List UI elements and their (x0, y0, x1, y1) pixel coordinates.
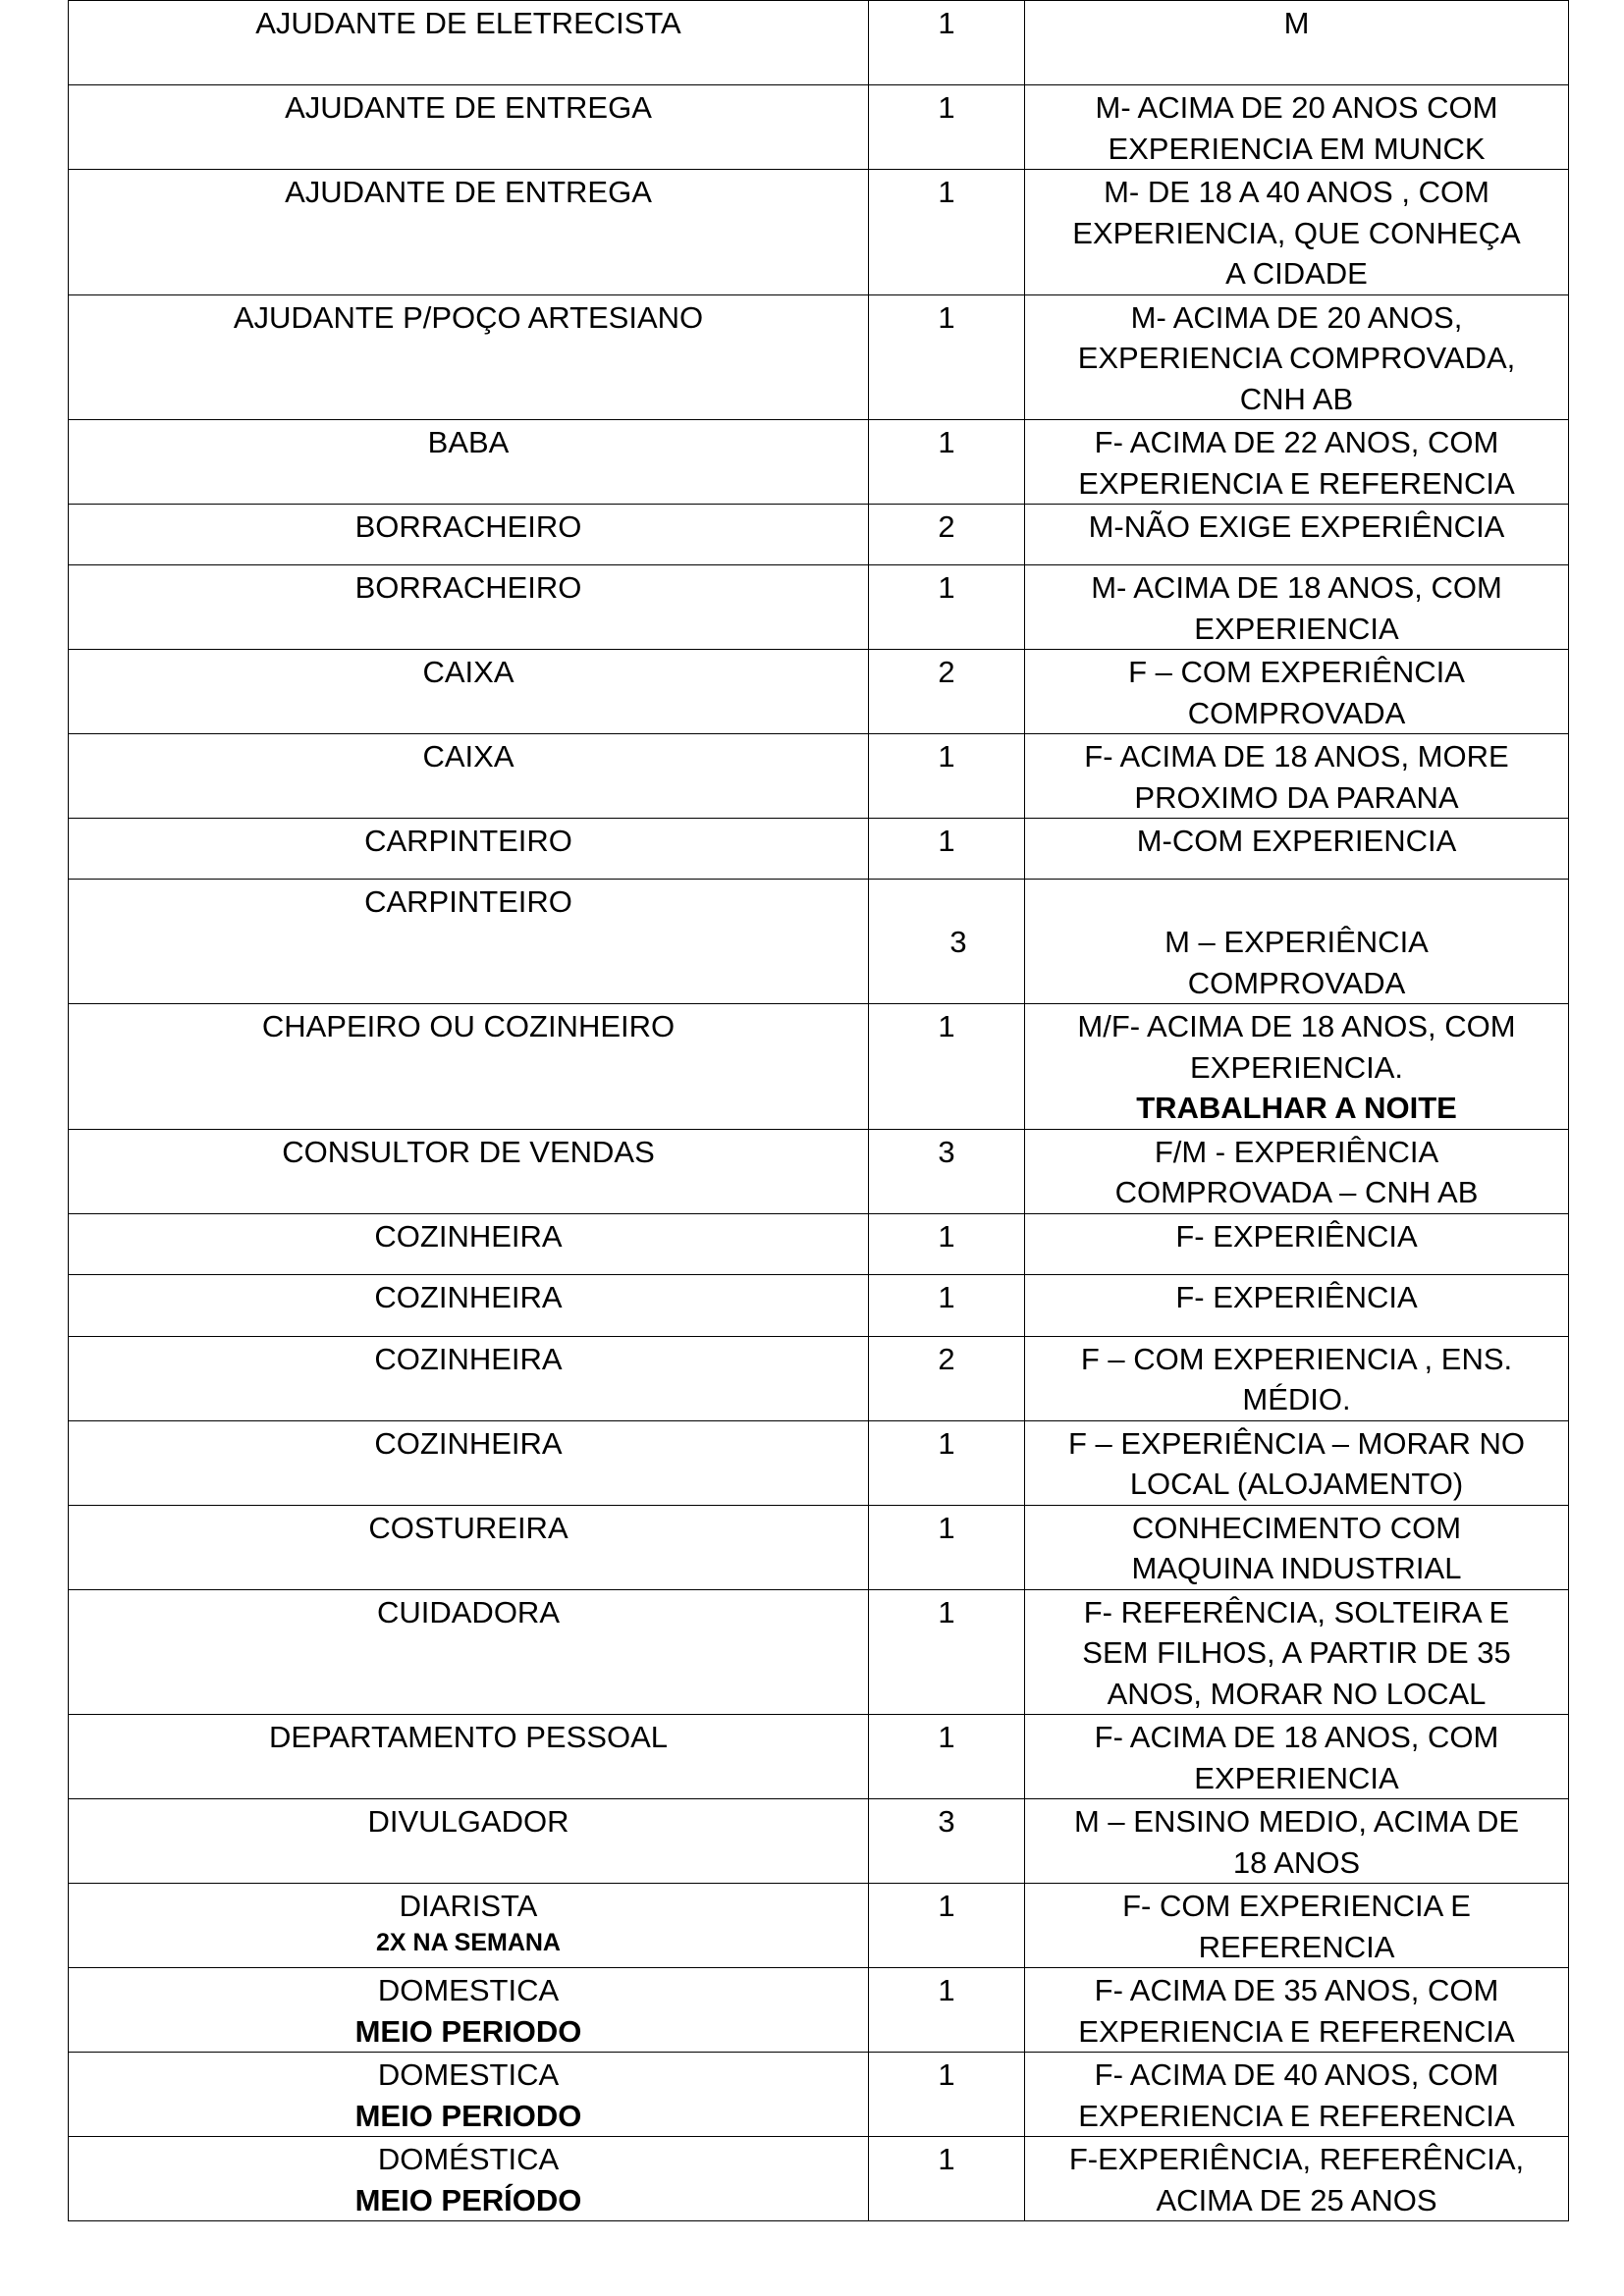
requirements-cell (1025, 734, 1569, 819)
quantity: 1 (938, 1889, 955, 1923)
table-row (69, 1336, 1569, 1420)
table-row (69, 1420, 1569, 1505)
requirement-line: EXPERIENCIA E REFERENCIA (1078, 2013, 1515, 2049)
requirement-line: CONHECIMENTO COM (1131, 1510, 1462, 1545)
job-title-cell (69, 1, 869, 85)
requirements-cell (1025, 1004, 1569, 1130)
job-note: MEIO PERIODO (354, 2013, 582, 2049)
quantity: 1 (938, 570, 955, 605)
job-title-cell (69, 650, 869, 734)
table-row (69, 565, 1569, 650)
quantity-cell (869, 565, 1025, 650)
job-title-cell (69, 1715, 869, 1799)
quantity-cell (869, 2137, 1025, 2221)
requirement-line: F-EXPERIÊNCIA, REFERÊNCIA, (1068, 2142, 1525, 2176)
requirement-line: F- EXPERIÊNCIA (1175, 1218, 1418, 1254)
requirements-cell (1025, 1884, 1569, 1968)
table-row (69, 420, 1569, 505)
job-title-cell (69, 1589, 869, 1715)
quantity: 1 (938, 1594, 955, 1629)
quantity: 3 (938, 1134, 955, 1169)
requirement-line: M-NÃO EXIGE EXPERIÊNCIA (1088, 509, 1505, 544)
job-title: COZINHEIRA (374, 1341, 563, 1376)
job-title: COZINHEIRA (374, 1425, 563, 1461)
quantity: 1 (938, 1720, 955, 1754)
requirement-line: ACIMA DE 25 ANOS (1156, 2182, 1437, 2217)
quantity-cell (869, 1505, 1025, 1589)
job-title: AJUDANTE DE ENTREGA (285, 90, 652, 125)
requirements-cell (1025, 1715, 1569, 1799)
job-title-cell (69, 1968, 869, 2053)
requirement-line: EXPERIENCIA COMPROVADA, (1077, 341, 1516, 375)
table-row (69, 505, 1569, 565)
job-note: MEIO PERÍODO (354, 2182, 582, 2217)
quantity: 1 (938, 1973, 955, 2007)
quantity: 1 (938, 1279, 955, 1314)
requirements-cell (1025, 1505, 1569, 1589)
quantity-cell (869, 1884, 1025, 1968)
requirement-line: F- ACIMA DE 35 ANOS, COM (1094, 1973, 1499, 2007)
requirements-cell (1025, 505, 1569, 565)
job-title: COSTUREIRA (368, 1510, 568, 1545)
requirements-cell (1025, 170, 1569, 295)
table-row (69, 1004, 1569, 1130)
quantity: 1 (938, 824, 955, 858)
job-title: CAIXA (422, 739, 514, 774)
requirements-cell (1025, 1799, 1569, 1884)
job-title: CONSULTOR DE VENDAS (282, 1134, 655, 1169)
job-title-cell (69, 1505, 869, 1589)
quantity-cell (869, 420, 1025, 505)
job-title-cell (69, 2137, 869, 2221)
table-row (69, 2137, 1569, 2221)
requirement-highlight: TRABALHAR A NOITE (1136, 1091, 1457, 1125)
job-title-cell (69, 1884, 869, 1968)
quantity: 2 (938, 655, 955, 689)
job-title: CUIDADORA (376, 1594, 560, 1629)
quantity: 1 (938, 299, 955, 335)
requirements-cell (1025, 1274, 1569, 1336)
job-title: COZINHEIRA (374, 1279, 563, 1314)
job-title-cell (69, 294, 869, 420)
requirement-line: M (1283, 6, 1310, 40)
table-row (69, 1505, 1569, 1589)
requirements-cell (1025, 1589, 1569, 1715)
requirement-line: M- ACIMA DE 20 ANOS, (1130, 299, 1463, 335)
requirements-cell (1025, 294, 1569, 420)
job-title-cell (69, 420, 869, 505)
quantity: 1 (938, 2057, 955, 2092)
job-title-cell (69, 505, 869, 565)
job-title: CARPINTEIRO (364, 884, 572, 919)
requirement-line: F – EXPERIÊNCIA – MORAR NO (1067, 1425, 1526, 1461)
requirement-line: F – COM EXPERIENCIA , ENS. (1080, 1341, 1513, 1376)
quantity-cell (869, 294, 1025, 420)
table-row (69, 2053, 1569, 2137)
requirements-cell (1025, 2137, 1569, 2221)
quantity: 1 (938, 2142, 955, 2176)
requirements-cell (1025, 1336, 1569, 1420)
quantity-cell (869, 1420, 1025, 1505)
table-row (69, 1274, 1569, 1336)
job-title: DOMESTICA (377, 1973, 560, 2007)
quantity: 1 (938, 1510, 955, 1545)
table-row (69, 880, 1569, 1004)
requirement-line: EXPERIENCIA EM MUNCK (1108, 131, 1486, 166)
table-row (69, 650, 1569, 734)
requirement-line: F- COM EXPERIENCIA E (1122, 1889, 1471, 1923)
table-row (69, 170, 1569, 295)
requirement-line: CNH AB (1239, 381, 1354, 416)
requirement-line: EXPERIENCIA (1194, 611, 1399, 646)
job-title-cell (69, 880, 869, 1004)
quantity-cell (869, 85, 1025, 170)
job-title-cell (69, 1274, 869, 1336)
quantity: 2 (938, 1341, 955, 1376)
table-row (69, 1, 1569, 85)
requirement-line: EXPERIENCIA E REFERENCIA (1078, 2098, 1515, 2133)
requirement-line: LOCAL (ALOJAMENTO) (1129, 1467, 1464, 1501)
requirement-line: F- EXPERIÊNCIA (1175, 1279, 1418, 1314)
requirement-line: 18 ANOS (1232, 1844, 1361, 1880)
requirements-cell (1025, 1213, 1569, 1274)
job-title-cell (69, 819, 869, 880)
requirement-line: M – ENSINO MEDIO, ACIMA DE (1073, 1804, 1520, 1839)
job-title: AJUDANTE DE ELETRECISTA (255, 6, 681, 40)
job-note: MEIO PERIODO (354, 2098, 582, 2133)
quantity-cell (869, 1213, 1025, 1274)
requirement-line: M/F- ACIMA DE 18 ANOS, COM (1077, 1009, 1516, 1043)
quantity: 1 (938, 1425, 955, 1461)
job-title: DOMESTICA (377, 2057, 560, 2092)
requirement-line: MAQUINA INDUSTRIAL (1131, 1551, 1462, 1585)
requirement-line: COMPROVADA (1187, 965, 1406, 1000)
quantity-cell (869, 1336, 1025, 1420)
requirement-line: F- REFERÊNCIA, SOLTEIRA E (1083, 1594, 1510, 1629)
requirement-line: REFERENCIA (1198, 1929, 1395, 1964)
requirements-cell (1025, 1129, 1569, 1213)
job-title-cell (69, 2053, 869, 2137)
table-row (69, 1968, 1569, 2053)
job-title-cell (69, 1213, 869, 1274)
requirement-line: M- DE 18 A 40 ANOS , COM (1104, 175, 1489, 209)
requirement-line: COMPROVADA – CNH AB (1114, 1175, 1479, 1209)
quantity-cell (869, 1, 1025, 85)
requirement-line: F- ACIMA DE 18 ANOS, COM (1094, 1720, 1499, 1754)
quantity: 1 (938, 6, 955, 40)
quantity-cell (869, 1129, 1025, 1213)
requirement-line: ANOS, MORAR NO LOCAL (1107, 1676, 1487, 1711)
quantity: 2 (938, 509, 955, 544)
requirements-cell (1025, 420, 1569, 505)
job-title: BORRACHEIRO (354, 570, 582, 605)
requirement-line: F – COM EXPERIÊNCIA (1128, 655, 1465, 689)
job-title: DOMÉSTICA (377, 2142, 560, 2176)
requirement-line: M- ACIMA DE 18 ANOS, COM (1091, 570, 1502, 605)
quantity: 1 (938, 90, 955, 125)
job-note: 2X NA SEMANA (376, 1928, 561, 1956)
quantity: 1 (938, 1009, 955, 1043)
job-title-cell (69, 1420, 869, 1505)
quantity-cell (869, 1715, 1025, 1799)
job-title-cell (69, 1336, 869, 1420)
table-row (69, 294, 1569, 420)
quantity: 1 (938, 739, 955, 774)
job-title-cell (69, 85, 869, 170)
job-title-cell (69, 1129, 869, 1213)
quantity-cell (869, 505, 1025, 565)
requirement-line: M- ACIMA DE 20 ANOS COM (1095, 90, 1498, 125)
quantity: 3 (938, 1804, 955, 1839)
table-row (69, 85, 1569, 170)
requirement-line: A CIDADE (1225, 256, 1368, 291)
job-title: CARPINTEIRO (364, 824, 572, 858)
requirement-line: F- ACIMA DE 22 ANOS, COM (1094, 425, 1499, 459)
job-title: DIARISTA (399, 1889, 538, 1923)
quantity-cell (869, 1274, 1025, 1336)
job-title: AJUDANTE P/POÇO ARTESIANO (233, 299, 704, 335)
requirements-cell (1025, 1420, 1569, 1505)
requirements-cell (1025, 650, 1569, 734)
quantity: 3 (949, 925, 967, 959)
table-row (69, 734, 1569, 819)
quantity-cell (869, 170, 1025, 295)
quantity: 1 (938, 175, 955, 209)
requirements-cell (1025, 1, 1569, 85)
job-title: DIVULGADOR (367, 1804, 569, 1839)
table-row (69, 1799, 1569, 1884)
requirement-line: EXPERIENCIA E REFERENCIA (1078, 465, 1515, 501)
quantity-cell (869, 1004, 1025, 1130)
quantity-cell (869, 1589, 1025, 1715)
requirement-line: F- ACIMA DE 18 ANOS, MORE (1084, 739, 1509, 774)
job-title: CHAPEIRO OU COZINHEIRO (261, 1009, 676, 1043)
requirement-line: COMPROVADA (1187, 695, 1406, 730)
requirement-line: EXPERIENCIA (1194, 1760, 1399, 1795)
job-title: BABA (427, 425, 510, 459)
job-title: BORRACHEIRO (354, 509, 582, 544)
requirement-line: M – EXPERIÊNCIA (1164, 925, 1429, 959)
table-row (69, 1129, 1569, 1213)
job-title-cell (69, 565, 869, 650)
requirements-cell (1025, 565, 1569, 650)
job-title: CAIXA (422, 655, 514, 689)
table-body (69, 1, 1569, 2221)
quantity-cell (869, 1799, 1025, 1884)
requirements-cell (1025, 819, 1569, 880)
job-title-cell (69, 1799, 869, 1884)
table-row (69, 1213, 1569, 1274)
requirement-line: EXPERIENCIA. (1189, 1049, 1404, 1085)
quantity-cell (869, 734, 1025, 819)
job-title-cell (69, 734, 869, 819)
requirement-line: F/M - EXPERIÊNCIA (1154, 1134, 1439, 1169)
job-vacancies-table (68, 0, 1569, 2221)
requirements-cell (1025, 85, 1569, 170)
quantity: 1 (938, 425, 955, 459)
requirements-cell (1025, 880, 1569, 1004)
table-row (69, 1715, 1569, 1799)
requirement-line: EXPERIENCIA, QUE CONHEÇA (1072, 215, 1521, 250)
quantity: 1 (938, 1218, 955, 1254)
quantity-cell (869, 1968, 1025, 2053)
requirement-line: PROXIMO DA PARANA (1134, 779, 1459, 815)
requirements-cell (1025, 2053, 1569, 2137)
requirement-line: M-COM EXPERIENCIA (1136, 824, 1457, 858)
requirements-cell (1025, 1968, 1569, 2053)
requirement-line: SEM FILHOS, A PARTIR DE 35 (1082, 1635, 1511, 1670)
quantity-cell (869, 650, 1025, 734)
job-title: COZINHEIRA (374, 1218, 563, 1254)
table-row (69, 819, 1569, 880)
quantity-cell (869, 880, 1025, 1004)
requirement-line: MÉDIO. (1242, 1382, 1351, 1416)
table-row (69, 1884, 1569, 1968)
quantity-cell (869, 2053, 1025, 2137)
job-title: AJUDANTE DE ENTREGA (285, 175, 652, 209)
job-title-cell (69, 170, 869, 295)
job-title: DEPARTAMENTO PESSOAL (269, 1720, 668, 1754)
job-title-cell (69, 1004, 869, 1130)
quantity-cell (869, 819, 1025, 880)
requirement-line: F- ACIMA DE 40 ANOS, COM (1094, 2057, 1499, 2092)
table-row (69, 1589, 1569, 1715)
